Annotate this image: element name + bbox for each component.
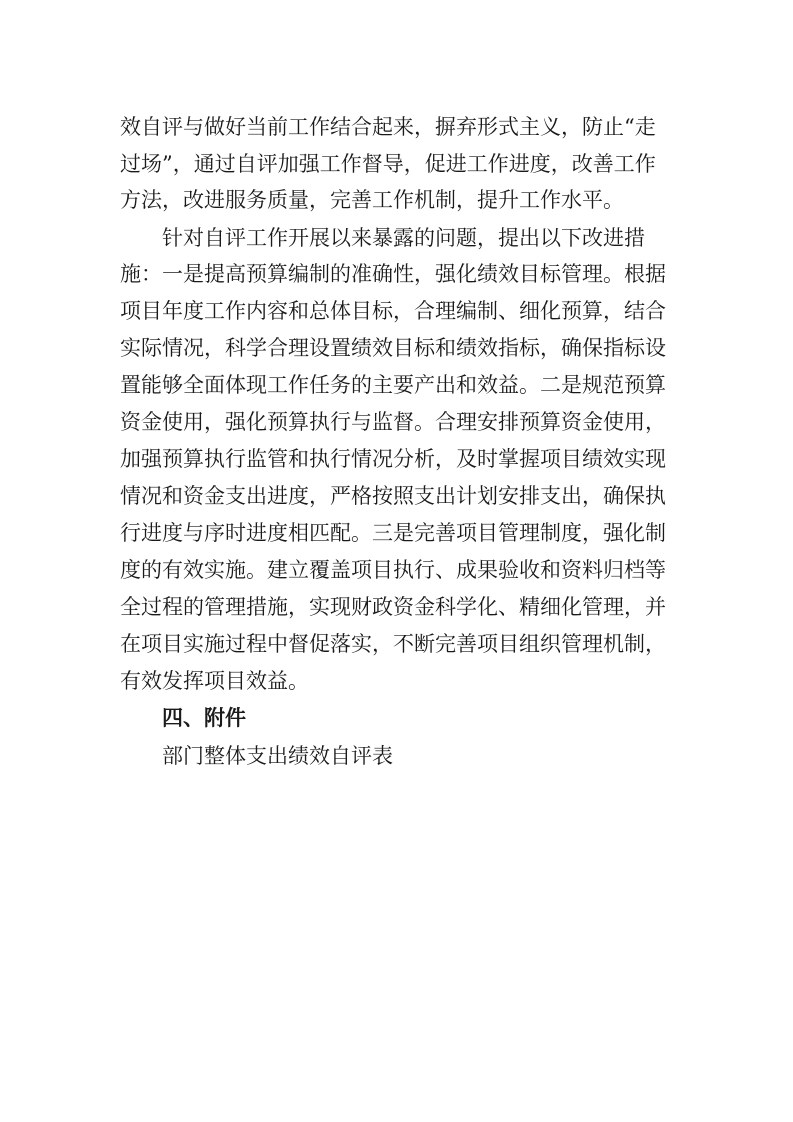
paragraph-1-line-3: 方法，改进服务质量，完善工作机制，提升工作水平。 [120,188,624,212]
paragraph-1-line-1: 效自评与做好当前工作结合起来，摒弃形式主义，防止“走 [120,115,656,139]
paragraph-2-line-3: 项目年度工作内容和总体目标，合理编制、细化预算，结合 [120,299,666,323]
paragraph-2-line-1: 针对自评工作开展以来暴露的问题，提出以下改进措 [162,226,645,250]
paragraph-2-line-13: 有效发挥项目效益。 [120,669,309,693]
section-heading-attachments: 四、附件 [162,706,246,730]
paragraph-2-line-9: 行进度与序时进度相匹配。三是完善项目管理制度，强化制 [120,521,666,545]
paragraph-1-line-2: 过场”，通过自评加强工作督导，促进工作进度，改善工作 [120,152,656,176]
paragraph-2-line-5: 置能够全面体现工作任务的主要产出和效益。二是规范预算 [120,373,666,397]
paragraph-2-line-2: 施：一是提高预算编制的准确性，强化绩效目标管理。根据 [120,262,666,286]
paragraph-2-line-4: 实际情况，科学合理设置绩效目标和绩效指标，确保指标设 [120,336,666,360]
paragraph-2-line-8: 情况和资金支出进度，严格按照支出计划安排支出，确保执 [120,484,666,508]
attachment-item: 部门整体支出绩效自评表 [162,744,393,768]
paragraph-2-line-7: 加强预算执行监管和执行情况分析，及时掌握项目绩效实现 [120,447,666,471]
paragraph-2-line-6: 资金使用，强化预算执行与监督。合理安排预算资金使用， [120,410,666,434]
paragraph-2-line-12: 在项目实施过程中督促落实，不断完善项目组织管理机制， [120,632,666,656]
paragraph-2-line-11: 全过程的管理措施，实现财政资金科学化、精细化管理，并 [120,595,666,619]
paragraph-2-line-10: 度的有效实施。建立覆盖项目执行、成果验收和资料归档等 [120,558,666,582]
